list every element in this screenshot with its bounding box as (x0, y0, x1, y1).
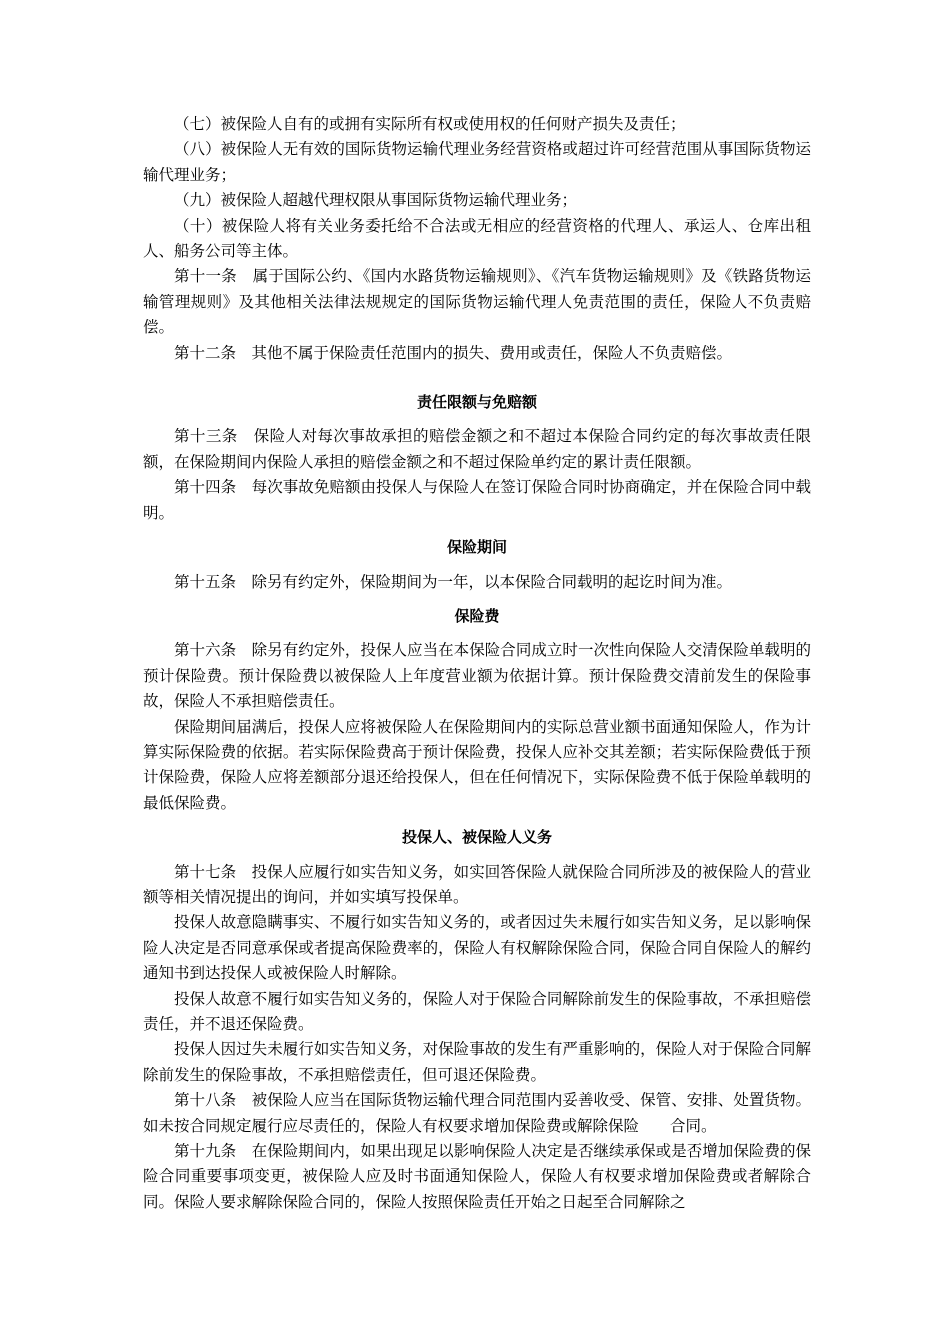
paragraph-item-7: （七）被保险人自有的或拥有实际所有权或使用权的任何财产损失及责任； (174, 115, 686, 133)
article-11: 第十一条 属于国际公约、《国内水路货物运输规则》、《汽车货物运输规则》及《铁路货物运输管理规则》及其他相关法律法规规定的国际货物运输代理人免责范围的责任，保险人不负责赔偿。 (143, 267, 811, 337)
article-17: 第十七条 投保人应履行如实告知义务，如实回答保险人就保险合同所涉及的被保险人的营业额等相关情况提出的询问，并如实填写投保单。 (143, 862, 811, 906)
disclosure-breach-paragraph: 投保人故意隐瞒事实、不履行如实告知义务的，或者因过失未履行如实告知义务，足以影响保险人决定是否同意承保或者提高保险费率的，保险人有权解除保险合同，保险合同自保险人的解约通知书到达投保人或被保险人时解除。 (143, 913, 811, 983)
section-heading-liability-limits: 责任限额与免赔额 (416, 393, 537, 412)
article-16: 第十六条 除另有约定外，投保人应当在本保险合同成立时一次性向保险人交清保险单载明的预计保险费。预计保险费以被保险人上年度营业额为依据计算。预计保险费交清前发生的保险事故，保险人不承担赔偿责任。 (143, 641, 811, 711)
document-page (143, 112, 811, 1215)
article-18: 第十八条 被保险人应当在国际货物运输代理合同范围内妥善收受、保管、安排、处置货物。如未按合同规定履行应尽责任的，保险人有权要求增加保险费或解除保险 合同。 (143, 1091, 811, 1135)
article-19: 第十九条 在保险期间内，如果出现足以影响保险人决定是否继续承保或是否增加保险费的保险合同重要事项变更，被保险人应及时书面通知保险人，保险人有权要求增加保险费或者解除合同。保险人要求解除保险合同的，保险人按照保险责任开始之日起至合同解除之 (143, 1142, 811, 1211)
intentional-breach-paragraph: 投保人故意不履行如实告知义务的，保险人对于保险合同解除前发生的保险事故，不承担赔偿责任，并不退还保险费。 (143, 989, 811, 1033)
paragraph-item-10: （十）被保险人将有关业务委托给不合法或无相应的经营资格的代理人、承运人、仓库出租人、船务公司等主体。 (143, 216, 811, 261)
paragraph-item-9: （九）被保险人超越代理权限从事国际货物运输代理业务； (174, 191, 578, 210)
article-15: 第十五条 除另有约定外，保险期间为一年，以本保险合同载明的起讫时间为准。 (174, 572, 733, 591)
paragraph-item-8: （八）被保险人无有效的国际货物运输代理业务经营资格或超过许可经营范围从事国际货物运输代理业务； (143, 140, 811, 184)
section-heading-obligations: 投保人、被保险人义务 (401, 828, 552, 847)
negligent-breach-paragraph: 投保人因过失未履行如实告知义务，对保险事故的发生有严重影响的，保险人对于保险合同解除前发生的保险事故，不承担赔偿责任，但可退还保险费。 (143, 1040, 811, 1084)
article-14: 第十四条 每次事故免赔额由投保人与保险人在签订保险合同时协商确定，并在保险合同中载明。 (143, 478, 811, 522)
section-heading-premium: 保险费 (454, 606, 500, 625)
article-13: 第十三条 保险人对每次事故承担的赔偿金额之和不超过本保险合同约定的每次事故责任限额，在保险期间内保险人承担的赔偿金额之和不超过保险单约定的累计责任限额。 (143, 427, 811, 471)
section-heading-period: 保险期间 (446, 538, 507, 557)
premium-adjustment-paragraph: 保险期间届满后，投保人应将被保险人在保险期间内的实际总营业额书面通知保险人，作为计算实际保险费的依据。若实际保险费高于预计保险费，投保人应补交其差额；若实际保险费低于预计保险费，保险人应将差额部分退还给投保人，但在任何情况下，实际保险费不低于保险单载明的最低保险费。 (143, 717, 811, 812)
article-12: 第十二条 其他不属于保险责任范围内的损失、费用或责任，保险人不负责赔偿。 (174, 343, 733, 362)
